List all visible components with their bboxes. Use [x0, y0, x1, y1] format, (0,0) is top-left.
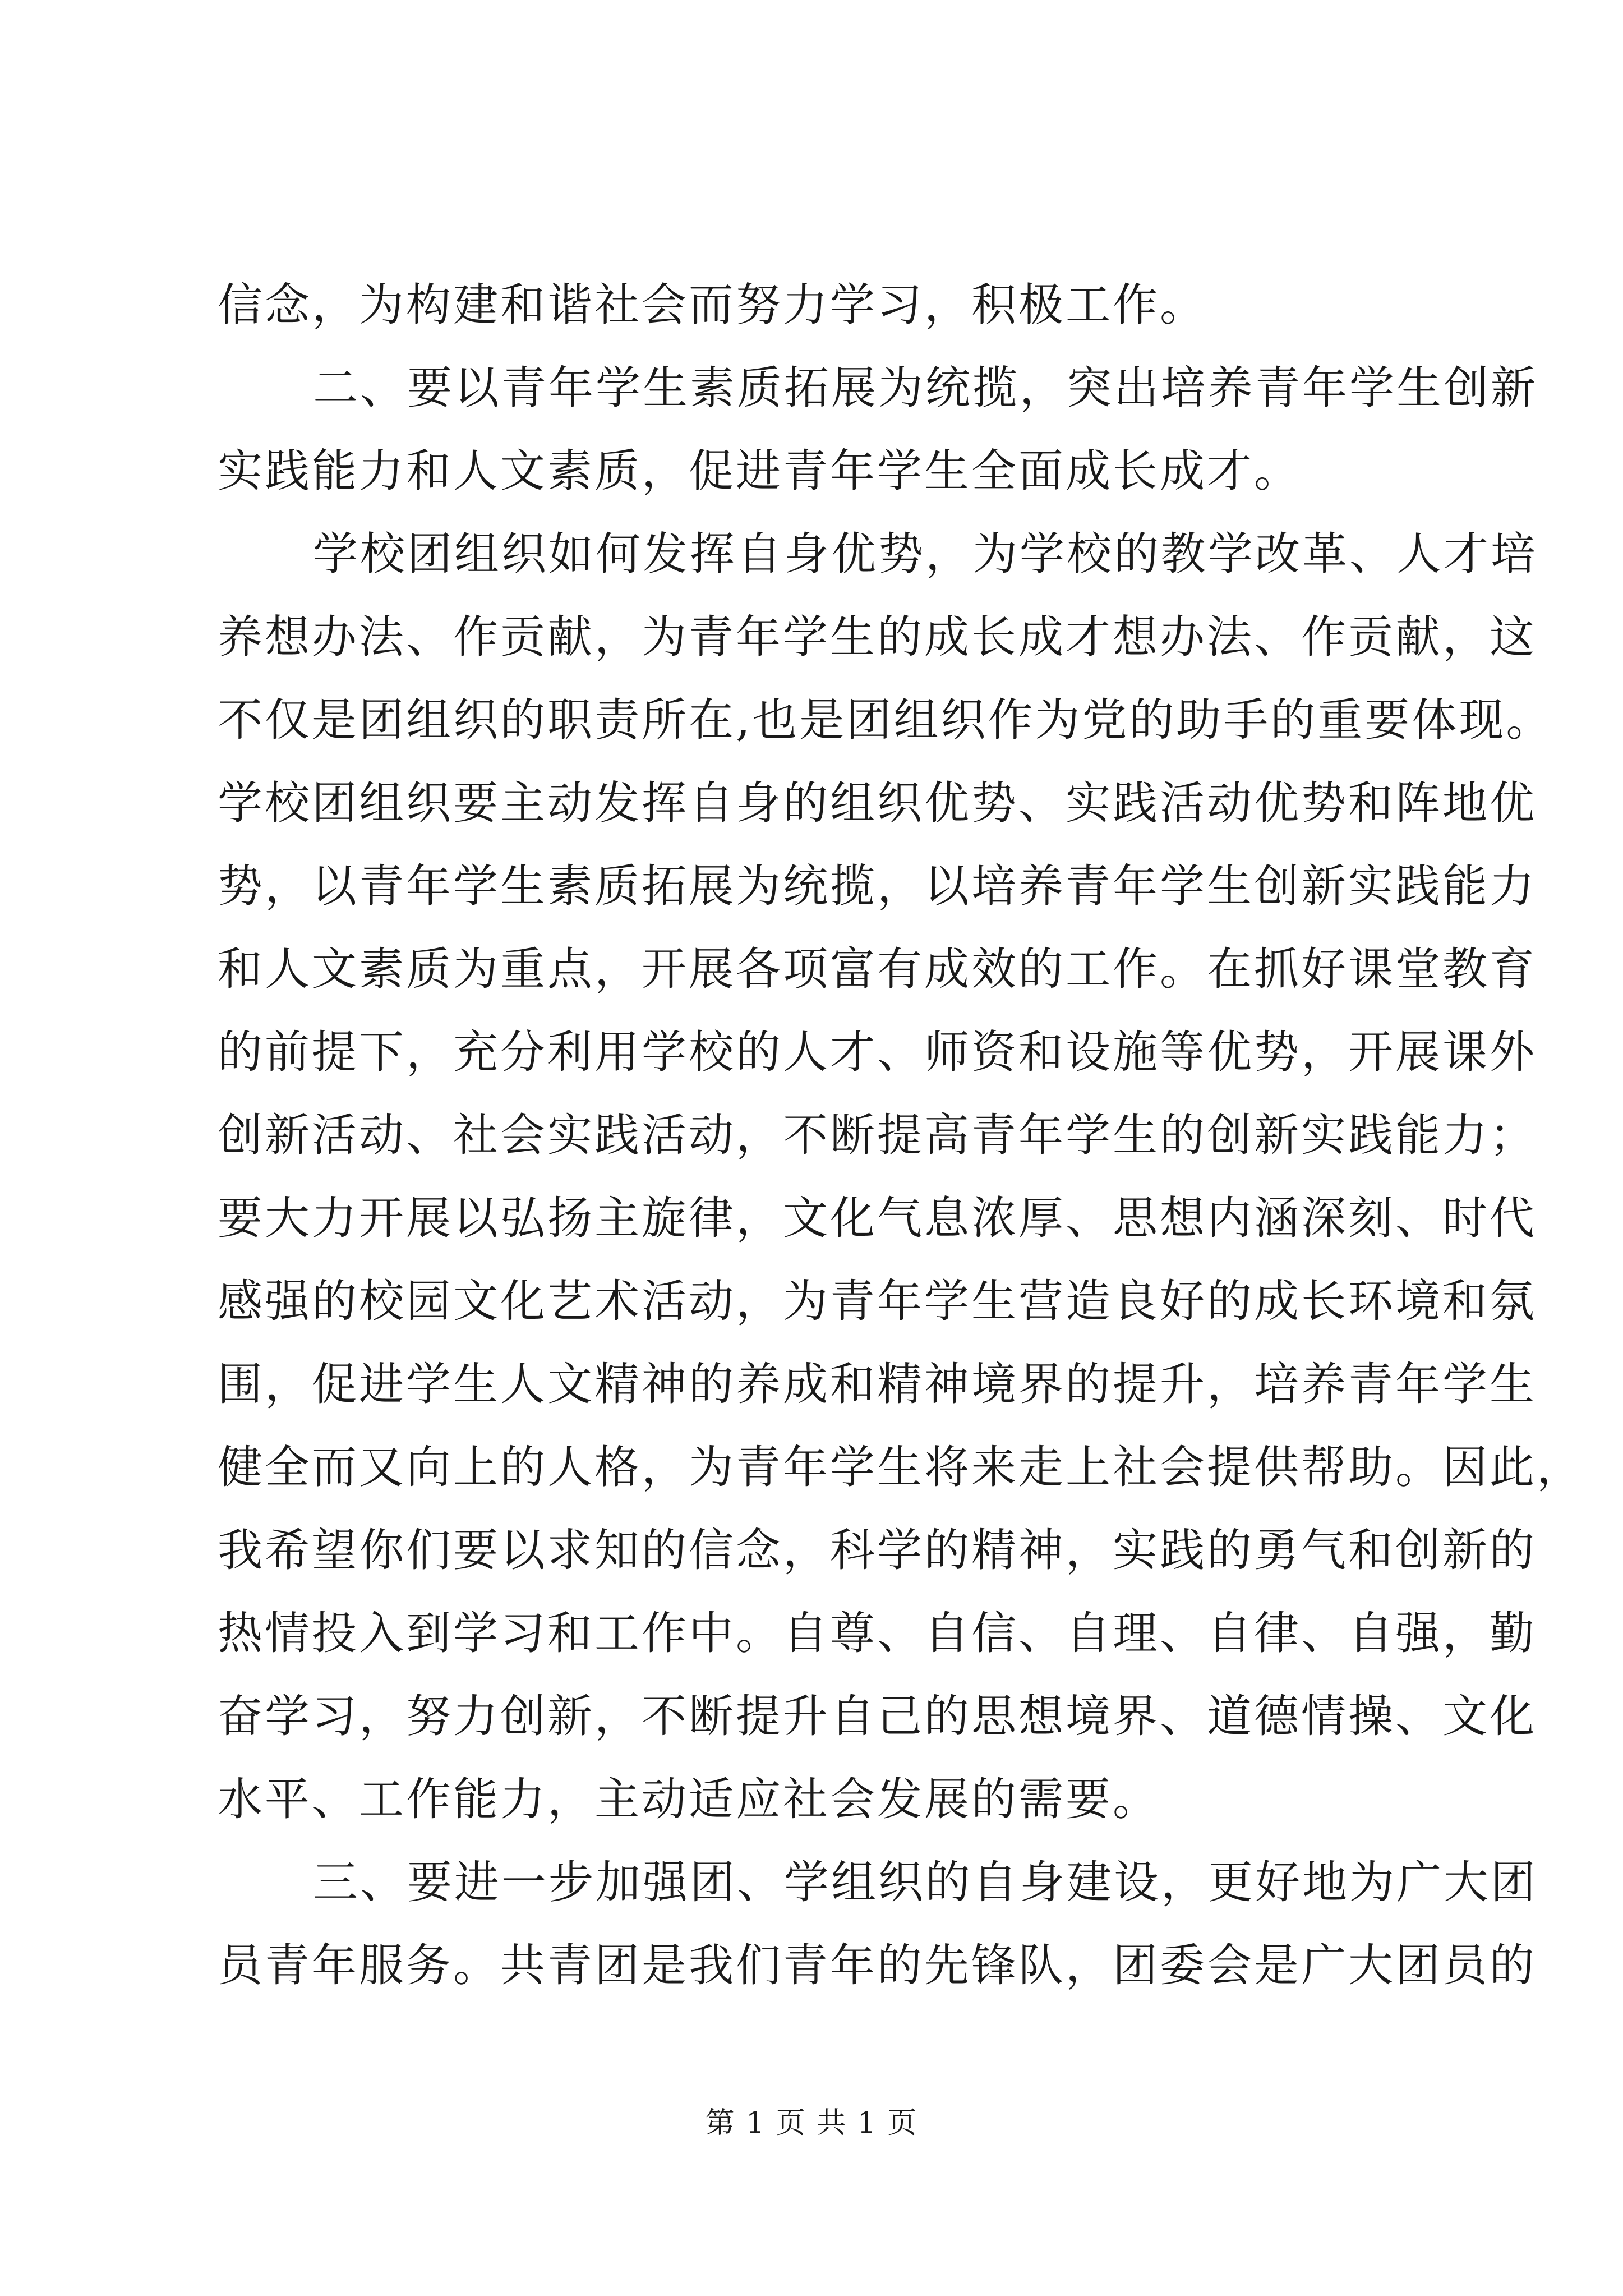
- text-line-11: 创新活动、社会实践活动，不断提高青年学生的创新实践能力；: [218, 1109, 1537, 1161]
- text-line-12: 要大力开展以弘扬主旋律，文化气息浓厚、思想内涵深刻、时代: [218, 1192, 1537, 1244]
- text-line-3: 实践能力和人文素质，促进青年学生全面成长成才。: [218, 445, 1301, 497]
- paragraph-heading-20: 三、要进一步加强团、学组织的自身建设，更好地为广大团: [313, 1856, 1538, 1908]
- paragraph-heading-2: 二、要以青年学生素质拓展为统揽，突出培养青年学生创新: [313, 362, 1538, 414]
- text-line-7: 学校团组织要主动发挥自身的组织优势、实践活动优势和阵地优: [218, 777, 1537, 829]
- text-line-15: 健全而又向上的人格，为青年学生将来走上社会提供帮助。因此，: [218, 1441, 1584, 1493]
- text-line-19: 水平、工作能力，主动适应社会发展的需要。: [218, 1773, 1160, 1825]
- text-line-14: 围，促进学生人文精神的养成和精神境界的提升，培养青年学生: [218, 1358, 1537, 1410]
- text-line-10: 的前提下，充分利用学校的人才、师资和设施等优势，开展课外: [218, 1026, 1537, 1078]
- paragraph-start-line-4: 学校团组织如何发挥自身优势，为学校的教学改革、人才培: [313, 528, 1538, 580]
- text-line-18: 奋学习，努力创新，不断提升自己的思想境界、道德情操、文化: [218, 1690, 1537, 1742]
- text-line-17: 热情投入到学习和工作中。自尊、自信、自理、自律、自强，勤: [218, 1607, 1537, 1659]
- text-line-13: 感强的校园文化艺术活动，为青年学生营造良好的成长环境和氛: [218, 1275, 1537, 1327]
- text-line-1: 信念，为构建和谐社会而努力学习，积极工作。: [218, 279, 1207, 331]
- text-line-9: 和人文素质为重点，开展各项富有成效的工作。在抓好课堂教育: [218, 943, 1537, 995]
- text-line-16: 我希望你们要以求知的信念，科学的精神，实践的勇气和创新的: [218, 1524, 1537, 1576]
- text-line-5: 养想办法、作贡献，为青年学生的成长成才想办法、作贡献，这: [218, 611, 1537, 663]
- text-line-21: 员青年服务。共青团是我们青年的先锋队，团委会是广大团员的: [218, 1939, 1537, 1991]
- text-line-8: 势，以青年学生素质拓展为统揽，以培养青年学生创新实践能力: [218, 860, 1537, 912]
- text-line-6: 不仅是团组织的职责所在,也是团组织作为党的助手的重要体现。: [218, 694, 1553, 746]
- body-text: [218, 264, 1584, 2007]
- page-footer: 第 1 页 共 1 页: [705, 2106, 918, 2140]
